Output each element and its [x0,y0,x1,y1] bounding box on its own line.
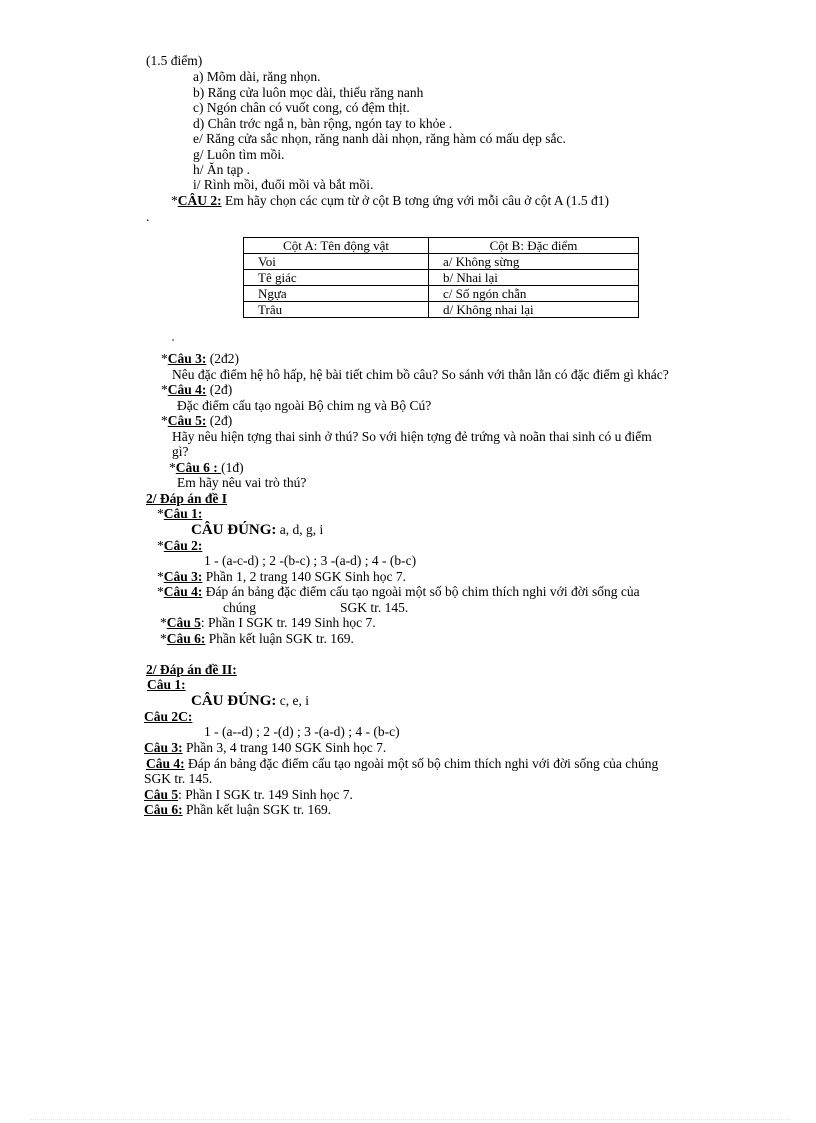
a2-c2-value: 1 - (a--d) ; 2 -(d) ; 3 -(a-d) ; 4 - (b-c) [204,724,400,739]
a1-c5 [160,615,376,631]
question-3 [161,351,239,367]
option-g: g/ Luôn tìm mồi. [193,147,285,162]
a1-c3-star: * [157,569,164,584]
q5-text-line1: Hãy nêu hiện tợng thai sinh ở thú? So với hiện tợng đẻ trứng và noãn thai sinh có u điểm [172,429,652,444]
table-cell: Tê giác [244,270,429,286]
a2-c4-value: Đáp án bảng đặc điểm cấu tạo ngoài một số bộ chim thích nghi với đời sống của chúng [184,756,659,771]
table-row [244,270,639,286]
q2-star: * [171,193,178,208]
a2-c5-value: : Phần I SGK tr. 149 Sinh học 7. [178,787,353,802]
a1-c4 [157,584,640,600]
a1-c1 [157,506,202,522]
q6-label: Câu 6 : [175,460,222,475]
answers-2-heading: 2/ Đáp án đề II: [146,662,237,677]
a1-c5-star: * [160,615,167,630]
a2-c1-value: c, e, i [276,693,310,708]
a2-c1-answer [191,693,309,710]
q3-tick: ' [172,337,174,349]
a1-c2-star: * [157,538,164,553]
a1-c4-star: * [157,584,164,599]
a1-c6-label: Câu 6: [166,631,206,646]
a2-c3-label: Câu 3: [144,740,183,755]
q3-text: Nêu đặc điểm hệ hô hấp, hệ bài tiết chim bồ câu? So sánh với thằn lằn có đặc điểm gì khác? [172,367,669,382]
a1-c4-cont-2: SGK tr. 145. [340,600,409,615]
a1-c4-label: Câu 4: [163,584,203,599]
question-5 [161,413,232,429]
option-d: d) Chân trớc ngắ n, bàn rộng, ngón tay to khỏe . [193,116,453,131]
q2-label: CÂU 2: [177,193,222,208]
table-row [244,254,639,270]
a1-c5-value: : Phần I SGK tr. 149 Sinh học 7. [200,615,376,630]
a2-c4 [146,756,658,772]
a2-c4-cont: SGK tr. 145. [144,771,213,786]
a1-c1-label: Câu 1: [163,506,203,521]
option-a: a) Mõm dài, răng nhọn. [193,69,321,84]
a2-c6 [144,802,331,818]
q5-text-line2: gì? [172,444,189,459]
option-h: h/ Ăn tạp . [193,162,250,177]
q6-text: Em hãy nêu vai trò thú? [177,475,307,490]
q6-points: (1đ) [221,460,244,475]
a1-c3-value: Phần 1, 2 trang 140 SGK Sinh học 7. [202,569,407,584]
a2-c5 [144,787,353,803]
question-6 [169,460,244,476]
q2-text: Em hãy chọn các cụm từ ở cột B tơng ứng với mỗi câu ở cột A (1.5 đ1) [221,193,609,208]
q3-star: * [161,351,168,366]
table-header-col-b: Cột B: Đặc điểm [429,238,639,254]
a1-c4-cont-1: chúng [223,600,256,615]
a1-c2 [157,538,202,554]
a2-c5-label: Câu 5 [144,787,179,802]
answers-1-heading: 2/ Đáp án đề I [146,491,228,506]
q6-star: * [169,460,176,475]
table-cell: d/ Không nhai lại [429,302,639,318]
a2-c6-label: Câu 6: [144,802,183,817]
a2-c1-caption: CÂU ĐÚNG: [191,693,277,709]
a1-c2-value: 1 - (a-c-d) ; 2 -(b-c) ; 3 -(a-d) ; 4 - (b-c) [204,553,417,568]
table-cell: Voi [244,254,429,270]
a2-c4-label: Câu 4: [146,756,185,771]
points-intro: (1.5 điểm) [146,53,203,68]
q4-points: (2đ) [206,382,233,397]
a1-c2-label: Câu 2: [163,538,203,553]
option-i: i/ Rình mồi, đuổi mồi và bắt mồi. [193,177,374,192]
a2-c3 [144,740,386,756]
a1-c6-value: Phần kết luận SGK tr. 169. [205,631,354,646]
q5-points: (2đ) [206,413,233,428]
a2-c3-value: Phần 3, 4 trang 140 SGK Sinh học 7. [182,740,387,755]
table-header-row [244,238,639,254]
a1-c5-label: Câu 5 [166,615,201,630]
q5-star: * [161,413,168,428]
a1-c3 [157,569,406,585]
q4-label: Câu 4: [167,382,207,397]
a1-c4-value: Đáp án bảng đặc điểm cấu tạo ngoài một số bộ chim thích nghi với đời sống của [202,584,640,599]
a1-c1-star: * [157,506,164,521]
table-cell: Trâu [244,302,429,318]
question-4 [161,382,232,398]
a1-c6-star: * [160,631,167,646]
q4-star: * [161,382,168,397]
question-2 [171,193,609,209]
q3-points: (2đ2) [206,351,240,366]
table-row [244,286,639,302]
option-c: c) Ngón chân có vuốt cong, có đệm thịt. [193,100,410,115]
a1-c6 [160,631,354,647]
a2-c2-label: Câu 2C: [144,709,193,724]
a2-c1-label: Câu 1: [147,677,186,692]
a1-c1-answer [191,522,323,539]
option-b: b) Răng cửa luôn mọc dài, thiếu răng nanh [193,85,424,100]
a2-c6-value: Phần kết luận SGK tr. 169. [182,802,332,817]
q4-text: Đặc điểm cấu tạo ngoài Bộ chim ng và Bộ Cú? [177,398,432,413]
table-cell: a/ Không sừng [429,254,639,270]
option-e: e/ Răng cửa sắc nhọn, răng nanh dài nhọn, răng hàm có mấu dẹp sắc. [193,131,566,146]
table-cell: Ngựa [244,286,429,302]
a1-c1-value: a, d, g, i [276,522,324,537]
table-cell: c/ Số ngón chẵn [429,286,639,302]
table-cell: b/ Nhai lại [429,270,639,286]
a1-c3-label: Câu 3: [163,569,203,584]
q3-label: Câu 3: [167,351,207,366]
a1-c1-caption: CÂU ĐÚNG: [191,522,277,538]
table-header-col-a: Cột A: Tên động vật [244,238,429,254]
page-bottom-divider [30,1119,790,1120]
q5-label: Câu 5: [167,413,207,428]
q2-dot: . [146,209,150,224]
matching-table [243,237,639,318]
table-row [244,302,639,318]
